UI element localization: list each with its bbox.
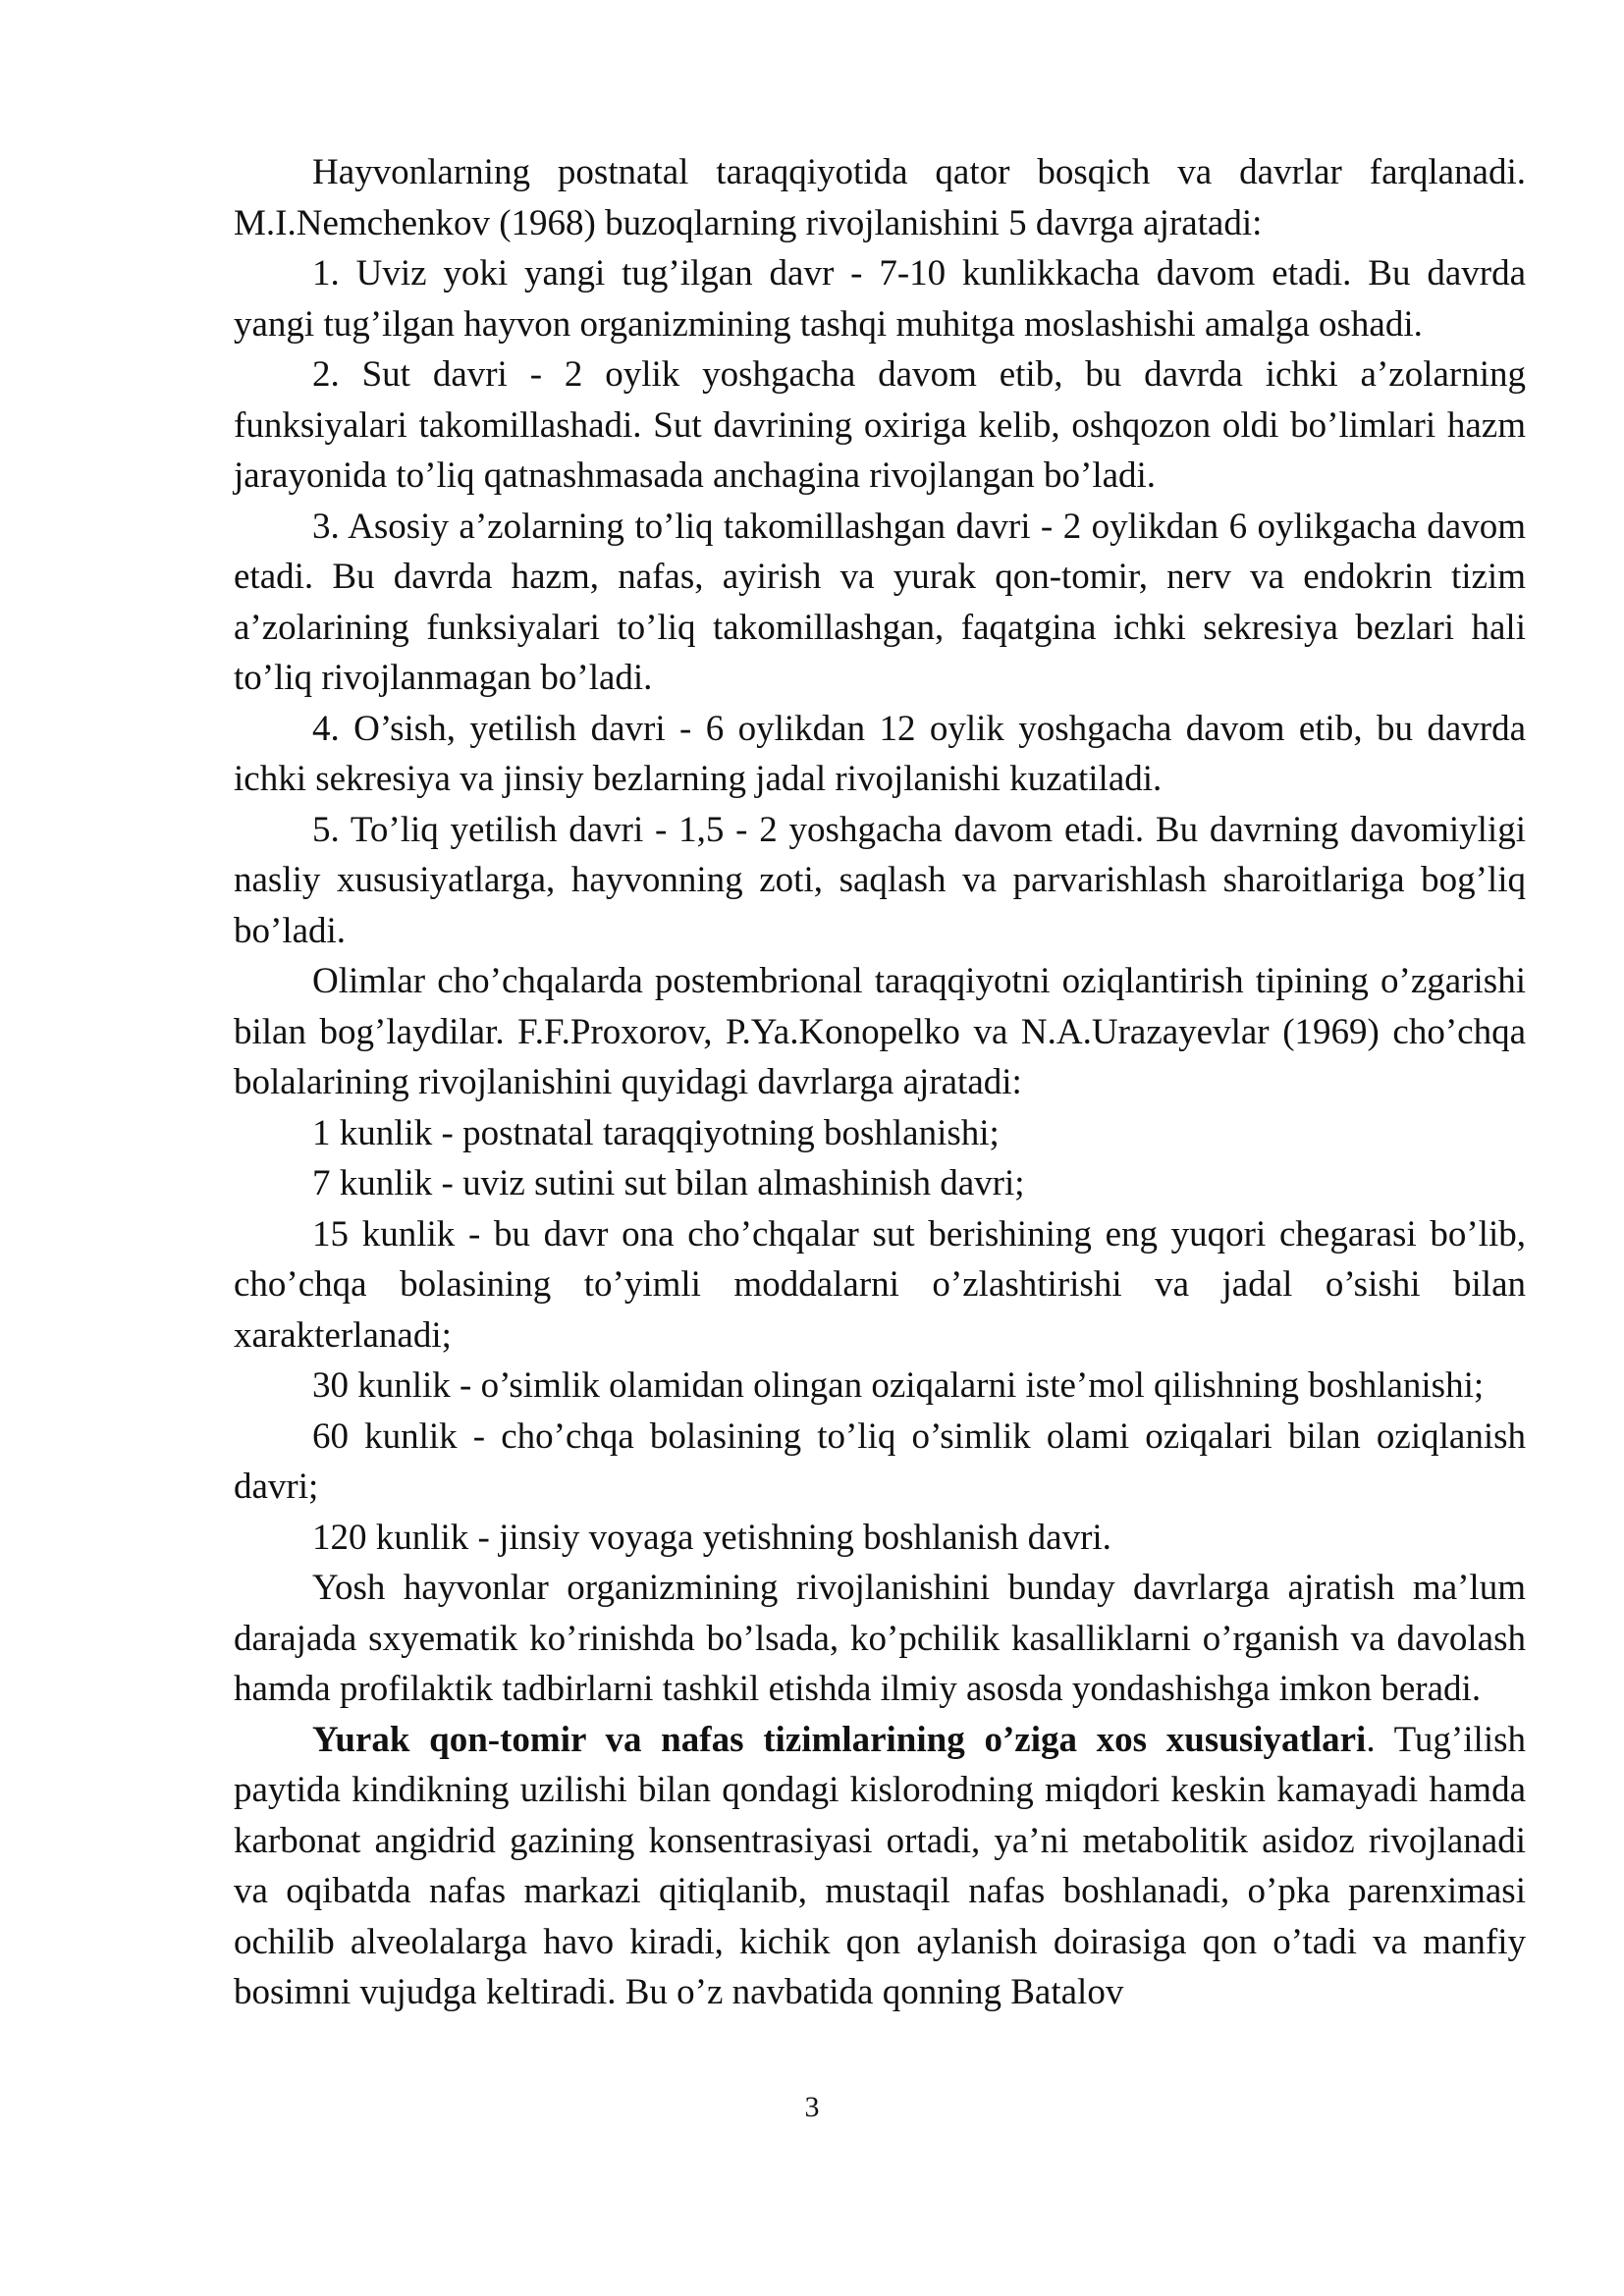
paragraph-piglet-day-15: 15 kunlik - bu davr ona cho’chqalar sut berishining eng yuqori chegarasi bo’lib, cho’chqa bolasining to’yimli moddalarni o’zlashtirishi va jadal o’sishi bilan xarakterlanadi; (234, 1213, 1526, 1356)
paragraph-piglet-day-60: 60 kunlik - cho’chqa bolasining to’liq o’simlik olami oziqalari bilan oziqlanish davri; (234, 1415, 1526, 1507)
paragraph-piglet-day-1: 1 kunlik - postnatal taraqqiyotning boshlanishi; (312, 1112, 1000, 1153)
section-heading-inline: Yurak qon-tomir va nafas tizimlarining o’ziga xos xususiyatlari (312, 1719, 1367, 1760)
paragraph-calf-period-1: 1. Uviz yoki yangi tug’ilgan davr - 7-10 kunlikkacha davom etadi. Bu davrda yangi tug’ilgan hayvon organizmining tashqi muhitga moslashishi amalga oshadi. (234, 253, 1526, 345)
document-body (234, 147, 1526, 2018)
paragraph-calf-period-4: 4. O’sish, yetilish davri - 6 oylikdan 12 oylik yoshgacha davom etib, bu davrda ichki sekresiya va jinsiy bezlarning jadal rivojlanishi kuzatiladi. (234, 708, 1526, 799)
paragraph-piglet-day-7: 7 kunlik - uviz sutini sut bilan almashinish davri; (312, 1163, 1025, 1203)
paragraph-piglet-day-120: 120 kunlik - jinsiy voyaga yetishning boshlanish davri. (312, 1517, 1111, 1558)
paragraph-intro: Hayvonlarning postnatal taraqqiyotida qator bosqich va davrlar farqlanadi. M.I.Nemchenkov (1968) buzoqlarning rivojlanishini 5 davrga ajratadi: (234, 152, 1526, 243)
paragraph-calf-period-5: 5. To’liq yetilish davri - 1,5 - 2 yoshgacha davom etadi. Bu davrning davomiyligi nasliy xususiyatlarga, hayvonning zoti, saqlash va parvarishlash sharoitlariga bog’liq bo’ladi. (234, 809, 1526, 951)
paragraph-cardio-respiratory (234, 1715, 1526, 2018)
paragraph-piglet-day-30: 30 kunlik - o’simlik olamidan olingan oziqalarni iste’mol qilishning boshlanishi; (312, 1365, 1485, 1406)
paragraph-piglet-intro: Olimlar cho’chqalarda postembrional taraqqiyotni oziqlantirish tipining o’zgarishi bilan bog’laydilar. F.F.Proxorov, P.Ya.Konopelko va N.A.Urazayevlar (1969) cho’chqa bolalarining rivojlanishini quyidagi davrlarga ajratadi: (234, 961, 1526, 1102)
paragraph-periodization-summary: Yosh hayvonlar organizmining rivojlanishini bunday davrlarga ajratish ma’lum darajada sxyematik ko’rinishda bo’lsada, ko’pchilik kasalliklarni o’rganish va davolash hamda profilaktik tadbirlarni tashkil etishda ilmiy asosda yondashishga imkon beradi. (234, 1568, 1526, 1709)
paragraph-calf-period-2: 2. Sut davri - 2 oylik yoshgacha davom etib, bu davrda ichki a’zolarning funksiyalari takomillashadi. Sut davrining oxiriga kelib, oshqozon oldi bo’limlari hazm jarayonida to’liq qatnashmasada anchagina rivojlangan bo’ladi. (234, 354, 1526, 496)
paragraph-calf-period-3: 3. Asosiy a’zolarning to’liq takomillashgan davri - 2 oylikdan 6 oylikgacha davom etadi. Bu davrda hazm, nafas, ayirish va yurak qon-tomir, nerv va endokrin tizim a’zolarining funksiyalari to’liq takomillashgan, faqatgina ichki sekresiya bezlari hali to’liq rivojlanmagan bo’ladi. (234, 506, 1526, 698)
paragraph-cardio-respiratory-text: . Tug’ilish paytida kindikning uzilishi bilan qondagi kislorodning miqdori keskin kamayadi hamda karbonat angidrid gazining konsentrasiyasi ortadi, ya’ni metabolitik asidoz rivojlanadi va oqibatda nafas markazi qitiqlanib, mustaqil nafas boshlanadi, o’pka parenximasi ochilib alveolalarga havo kiradi, kichik qon aylanish doirasiga qon o’tadi va manfiy bosimni vujudga keltiradi. Bu o’z navbatida qonning Batalov (234, 1719, 1526, 2012)
page-number: 3 (804, 2091, 820, 2123)
